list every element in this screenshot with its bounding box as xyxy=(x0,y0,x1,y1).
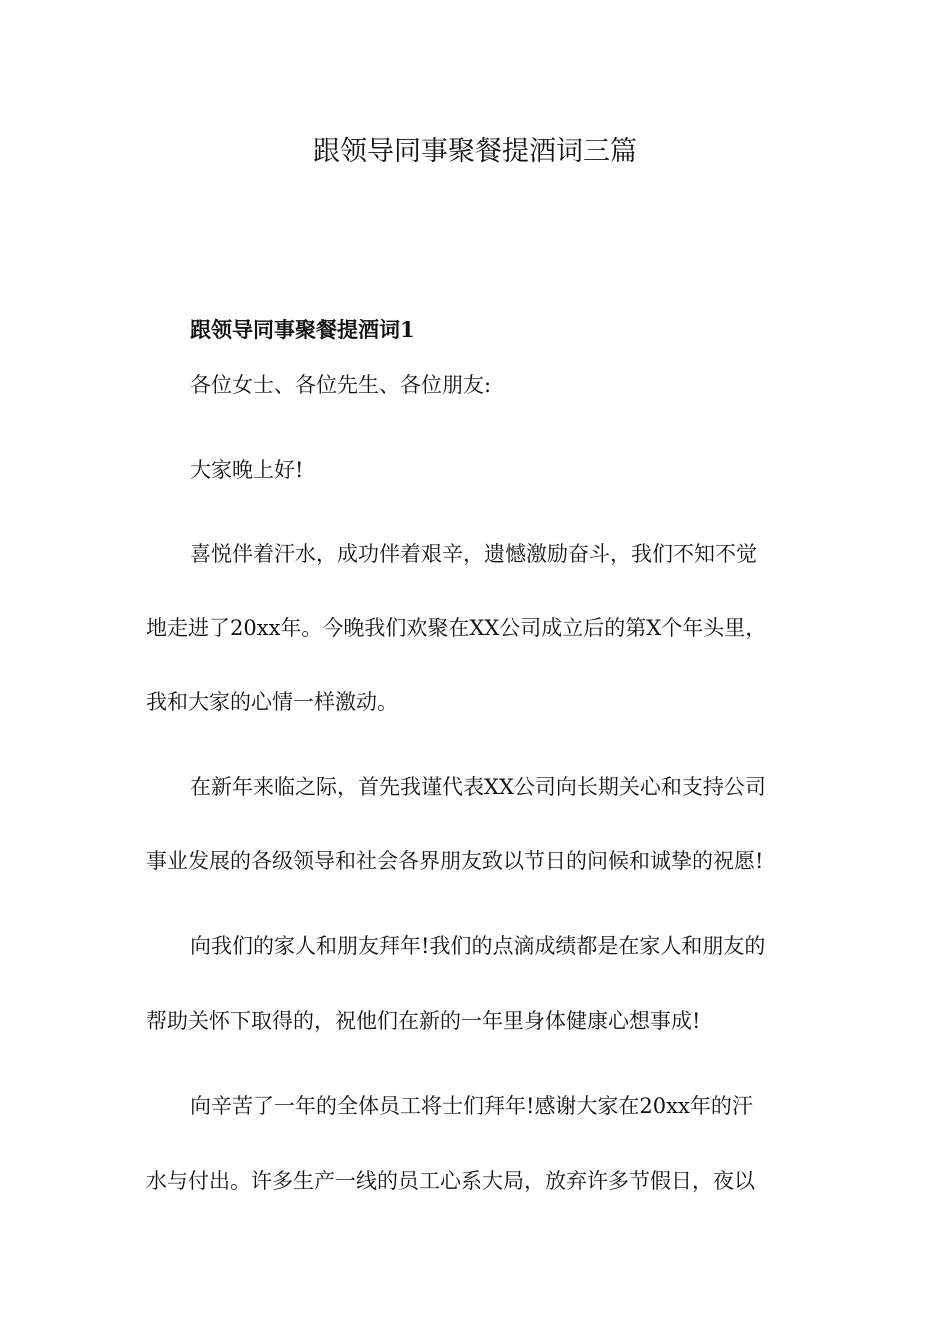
paragraph-line: 喜悦伴着汗水，成功伴着艰辛，遗憾激励奋斗，我们不知不觉 xyxy=(190,542,757,566)
section-heading: 跟领导同事聚餐提酒词1 xyxy=(190,317,415,342)
document-title: 跟领导同事聚餐提酒词三篇 xyxy=(313,136,637,167)
paragraph-line: 在新年来临之际，首先我谨代表XX公司向长期关心和支持公司 xyxy=(190,775,766,799)
paragraph-line: 地走进了20xx年。今晚我们欢聚在XX公司成立后的第X个年头里， xyxy=(146,616,767,640)
salutation-line: 大家晚上好! xyxy=(190,458,304,482)
paragraph-line: 向我们的家人和朋友拜年!我们的点滴成绩都是在家人和朋友的 xyxy=(190,934,766,958)
paragraph-line: 水与付出。许多生产一线的员工心系大局，放弃许多节假日，夜以 xyxy=(146,1169,755,1193)
paragraph-line: 帮助关怀下取得的，祝他们在新的一年里身体健康心想事成! xyxy=(146,1009,701,1033)
paragraph-line: 我和大家的心情一样激动。 xyxy=(146,690,398,714)
paragraph-line: 向辛苦了一年的全体员工将士们拜年!感谢大家在20xx年的汗 xyxy=(190,1094,753,1118)
greeting-line: 各位女士、各位先生、各位朋友: xyxy=(190,373,492,397)
paragraph-line: 事业发展的各级领导和社会各界朋友致以节日的问候和诚挚的祝愿! xyxy=(146,849,764,873)
